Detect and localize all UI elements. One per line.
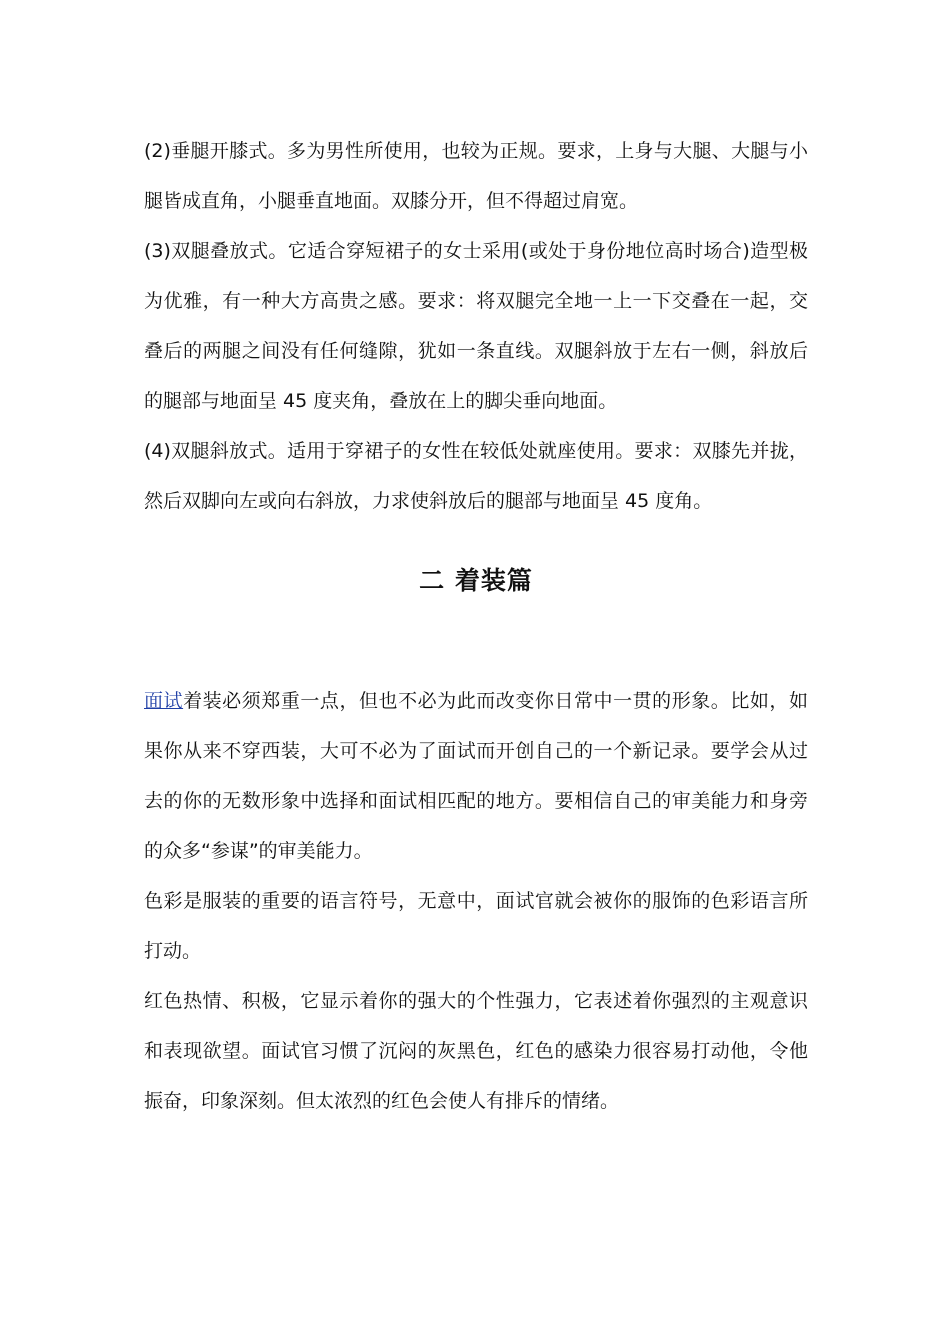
paragraph-sitting-style-3: (3)双腿叠放式。它适合穿短裙子的女士采用(或处于身份地位高时场合)造型极为优雅，有一种大方高贵之感。要求：将双腿完全地一上一下交叠在一起，交叠后的两腿之间没有任何缝隙，犹如一条直线。双腿斜放于左右一侧，斜放后的腿部与地面呈 45 度夹角，叠放在上的脚尖垂向地面。 [144, 240, 808, 412]
spacer [144, 606, 808, 676]
interview-link[interactable]: 面试 [144, 690, 184, 712]
paragraph-red-color: 红色热情、积极，它显示着你的强大的个性强力，它表述着你强烈的主观意识和表现欲望。面试官习惯了沉闷的灰黑色，红色的感染力很容易打动他，令他振奋，印象深刻。但太浓烈的红色会使人有排斥的情绪。 [144, 990, 808, 1112]
paragraph-color-language: 色彩是服装的重要的语言符号，无意中，面试官就会被你的服饰的色彩语言所打动。 [144, 890, 808, 962]
document-page [144, 126, 808, 1126]
section-heading-attire: 二 着装篇 [419, 566, 533, 595]
paragraph-sitting-style-4: (4)双腿斜放式。适用于穿裙子的女性在较低处就座使用。要求：双膝先并拢，然后双脚向左或向右斜放，力求使斜放后的腿部与地面呈 45 度角。 [144, 440, 808, 512]
paragraph-sitting-style-2: (2)垂腿开膝式。多为男性所使用，也较为正规。要求，上身与大腿、大腿与小腿皆成直角，小腿垂直地面。双膝分开，但不得超过肩宽。 [144, 140, 808, 212]
paragraph-attire-intro-text: 着装必须郑重一点，但也不必为此而改变你日常中一贯的形象。比如，如果你从来不穿西装，大可不必为了面试而开创自己的一个新记录。要学会从过去的你的无数形象中选择和面试相匹配的地方。要相信自己的审美能力和身旁的众多“参谋”的审美能力。 [144, 690, 808, 862]
paragraph-attire-intro [144, 676, 808, 876]
spacer [144, 526, 808, 556]
